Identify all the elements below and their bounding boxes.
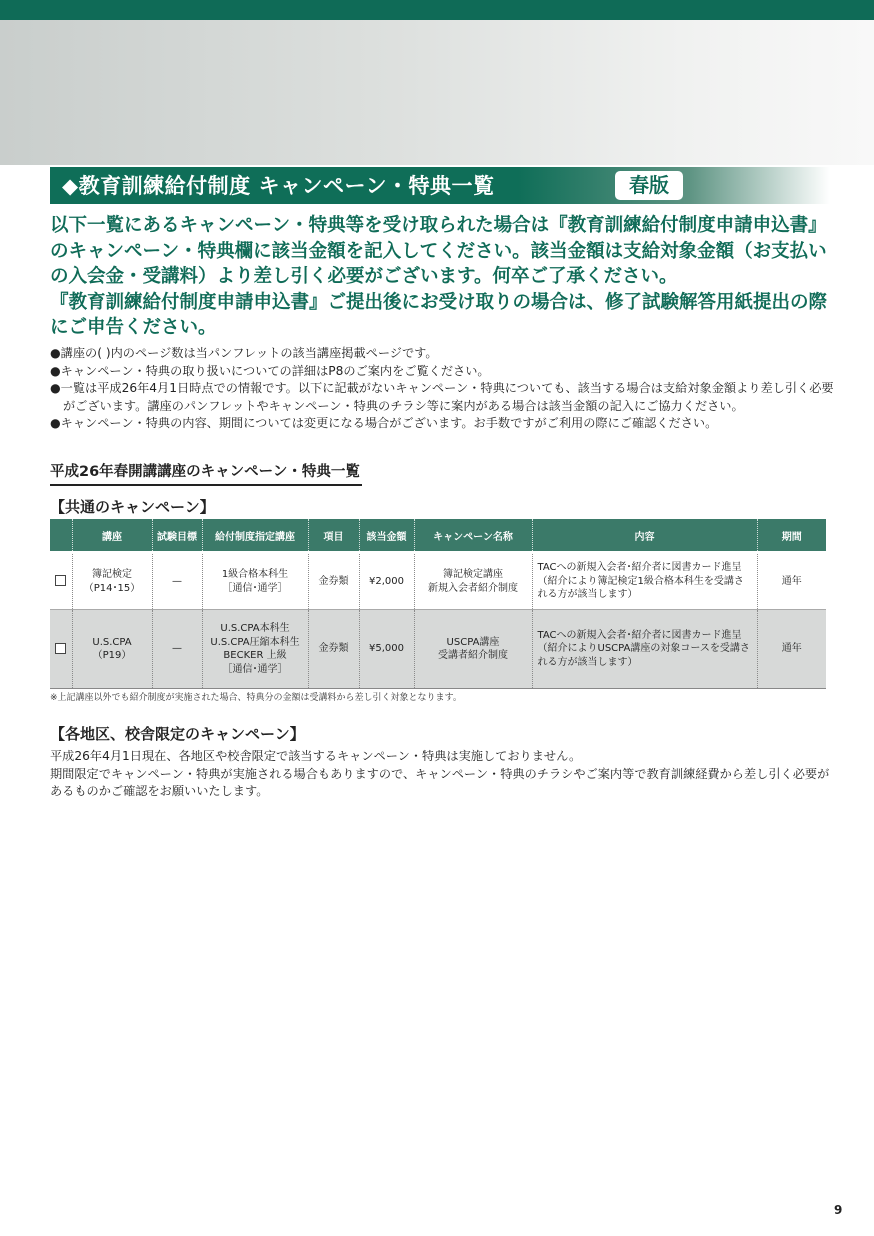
season-badge: 春版 — [615, 171, 683, 200]
header-amount: 該当金額 — [359, 519, 414, 553]
period-cell: 通年 — [757, 553, 826, 610]
header-course: 講座 — [72, 519, 152, 553]
item-cell: 金券類 — [308, 610, 359, 689]
regional-paragraph: 平成26年4月1日現在、各地区や校舎限定で該当するキャンペーン・特典は実施しておりません。 — [50, 749, 582, 763]
exam-target-cell: — — [152, 610, 202, 689]
intro-paragraph: 以下一覧にあるキャンペーン・特典等を受け取られた場合は『教育訓練給付制度申請申込書』のキャンペーン・特典欄に該当金額を記入してください。該当金額は支給対象金額（お支払いの入会金・受講料）より差し引く必要がございます。何卒ご了承ください。 — [50, 215, 827, 287]
page-title: ◆教育訓練給付制度 キャンペーン・特典一覧 — [62, 174, 495, 198]
exam-target-cell: — — [152, 553, 202, 610]
top-accent-bar — [0, 0, 874, 20]
regional-text — [50, 748, 840, 801]
content-cell: TACへの新規入会者･紹介者に図書カード進呈 （紹介によりUSCPA講座の対象コースを受講される方が該当します） — [532, 610, 757, 689]
title-banner — [50, 167, 830, 204]
amount-cell: ¥5,000 — [359, 610, 414, 689]
designated-course-cell: 1級合格本科生 ［通信･通学］ — [202, 553, 308, 610]
note-item: ●講座の( )内のページ数は当パンフレットの該当講座掲載ページです。 — [50, 346, 438, 360]
campaign-table — [50, 519, 826, 689]
table-row — [50, 553, 826, 610]
period-cell: 通年 — [757, 610, 826, 689]
course-cell: 簿記検定 （P14･15） — [72, 553, 152, 610]
section-heading: 平成26年春開講講座のキャンペーン・特典一覧 — [50, 460, 362, 486]
regional-paragraph: 期間限定でキャンペーン・特典が実施される場合もありますので、キャンペーン・特典のチラシやご案内等で教育訓練経費から差し引く必要があるものかご確認をお願いいたします。 — [50, 766, 830, 798]
row-checkbox[interactable] — [55, 575, 66, 586]
header-period: 期間 — [757, 519, 826, 553]
table-footnote: ※上記講座以外でも紹介制度が実施された場合、特典分の金額は受講料から差し引く対象となります。 — [50, 693, 462, 703]
row-checkbox-cell — [50, 553, 72, 610]
table-row — [50, 610, 826, 689]
campaign-name-cell: 簿記検定講座 新規入会者紹介制度 — [414, 553, 532, 610]
row-checkbox-cell — [50, 610, 72, 689]
header-checkbox-col — [50, 519, 72, 553]
note-item: ●キャンペーン・特典の取り扱いについての詳細はP8のご案内をご覧ください。 — [50, 363, 490, 378]
header-item: 項目 — [308, 519, 359, 553]
table-header-row — [50, 519, 826, 553]
content-cell: TACへの新規入会者･紹介者に図書カード進呈 （紹介により簿記検定1級合格本科生を受講される方が該当します） — [532, 553, 757, 610]
header-gradient-band — [0, 20, 874, 165]
intro-paragraph: 『教育訓練給付制度申請申込書』ご提出後にお受け取りの場合は、修了試験解答用紙提出の際にご申告ください。 — [50, 291, 828, 338]
designated-course-cell: U.S.CPA本科生 U.S.CPA圧縮本科生 BECKER 上級 ［通信･通学］ — [202, 610, 308, 689]
item-cell: 金券類 — [308, 553, 359, 610]
header-designated-course: 給付制度指定講座 — [202, 519, 308, 553]
amount-cell: ¥2,000 — [359, 553, 414, 610]
header-campaign-name: キャンペーン名称 — [414, 519, 532, 553]
campaign-name-cell: USCPA講座 受講者紹介制度 — [414, 610, 532, 689]
intro-text — [50, 213, 840, 341]
course-cell: U.S.CPA （P19） — [72, 610, 152, 689]
regional-campaign-heading: 【各地区、校舎限定のキャンペーン】 — [50, 725, 305, 743]
header-exam-target: 試験目標 — [152, 519, 202, 553]
notes-list — [50, 345, 840, 433]
page-number: 9 — [834, 1203, 843, 1217]
note-item: ●一覧は平成26年4月1日時点での情報です。以下に記載がないキャンペーン・特典についても、該当する場合は支給対象金額より差し引く必要がございます。講座のパンフレットやキャンペーン・特典のチラシ等に案内がある場合は該当金額の記入にご協力ください。 — [50, 381, 834, 413]
row-checkbox[interactable] — [55, 643, 66, 654]
note-item: ●キャンペーン・特典の内容、期間については変更になる場合がございます。お手数ですがご利用の際にご確認ください。 — [50, 416, 718, 430]
header-content: 内容 — [532, 519, 757, 553]
common-campaign-heading: 【共通のキャンペーン】 — [50, 498, 215, 516]
